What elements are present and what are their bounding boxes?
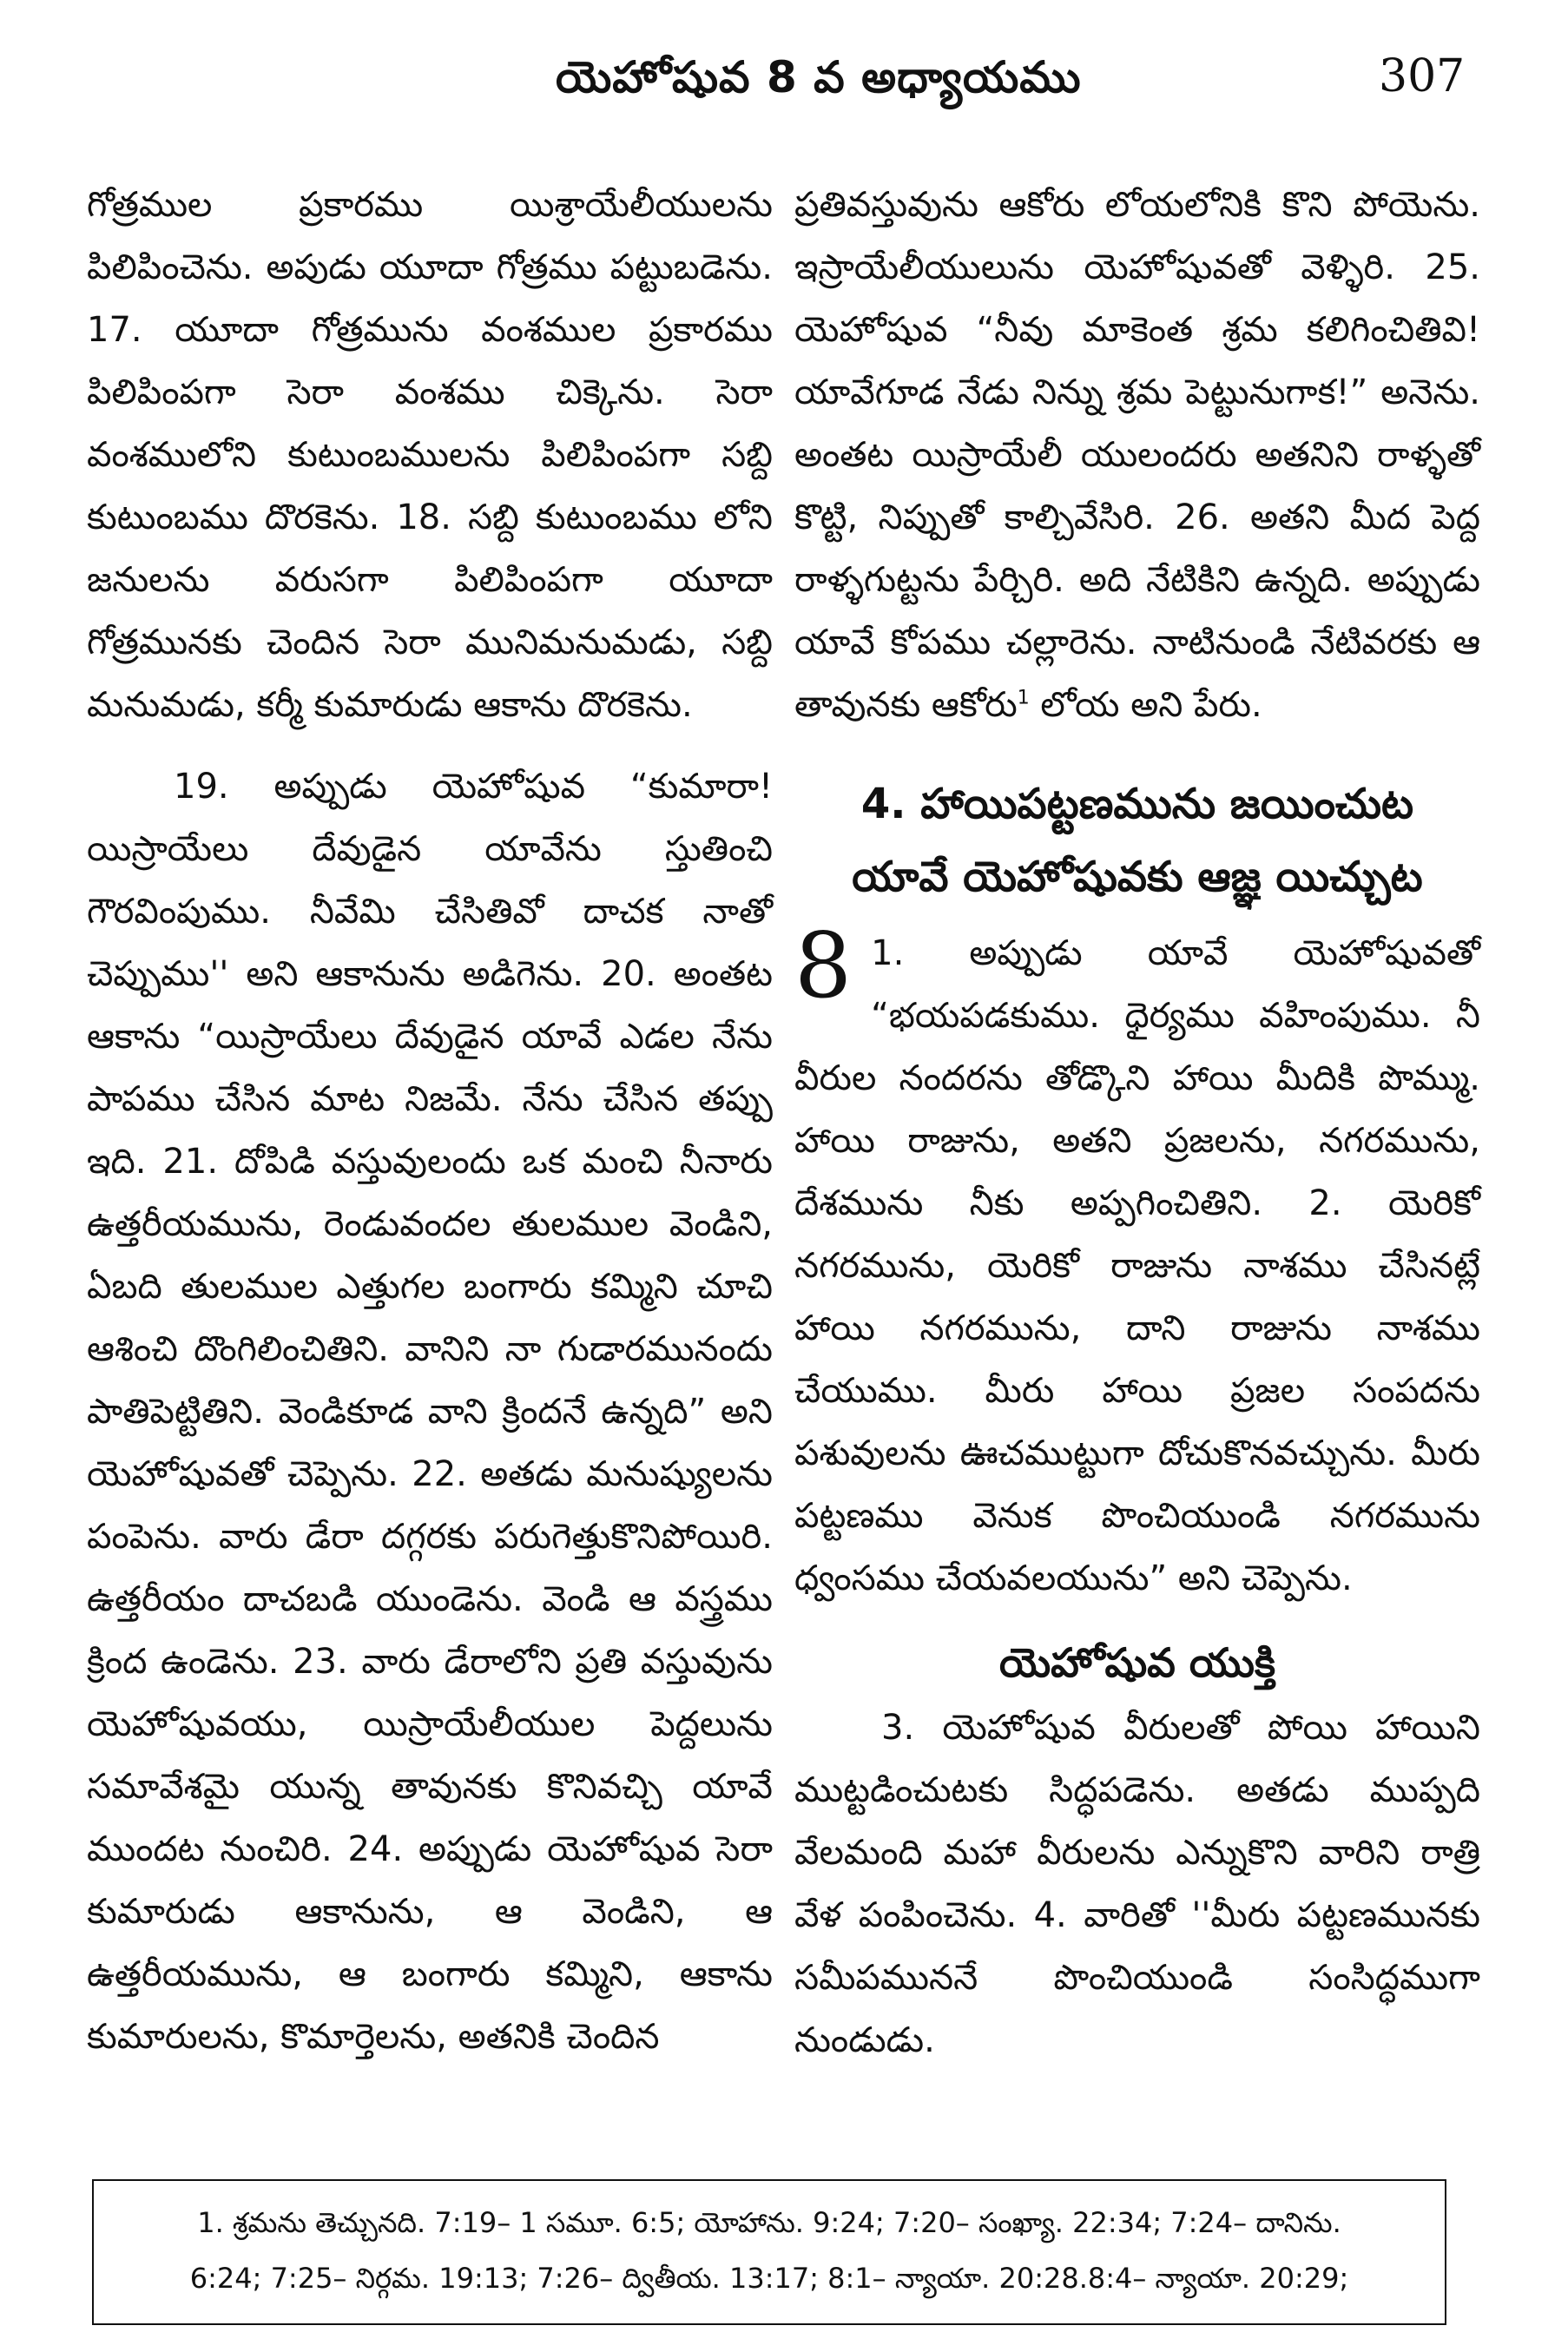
section-heading-line-2: యావే యెహోషువకు ఆజ్ఞ యిచ్చుట <box>852 853 1423 901</box>
footnote-line-1: 1. శ్రమను తెచ్చునది. 7:19– 1 సమూ. 6:5; యోహాను. 9:24; 7:20– సంఖ్యా. 22:34; 7:24– దానిను. <box>197 2206 1341 2239</box>
right-paragraph-1-text: ప్రతివస్తువును ఆకోరు లోయలోనికి కొని పోయెను. ఇస్రాయేలీయులును యెహోషువతో వెళ్ళిరి. 25. యెహోషువ “నీవు మాకెంత శ్రమ కలిగించితివి! యావేగూడ నేడు నిన్ను శ్రమ పెట్టునుగాక!” అనెను. అంతట యిస్రాయేలీ యులందరు అతనిని రాళ్ళతో కొట్టి, నిప్పుతో కాల్చివేసిరి. 26. అతని మీద పెద్ద రాళ్ళగుట్టను పేర్చిరి. అది నేటికిని ఉన్నది. అప్పుడు యావే కోపము చల్లారెను. నాటినుండి నేటివరకు ఆ తావునకు ఆకోరు <box>794 185 1480 725</box>
chapter-number-drop-cap: 8 <box>794 912 853 1018</box>
page-number: 307 <box>1379 50 1466 102</box>
right-column <box>794 174 1480 2072</box>
left-paragraph-1: గోత్రముల ప్రకారము యిశ్రాయేలీయులను పిలిపించెను. అపుడు యూదా గోత్రము పట్టుబడెను. 17. యూదా గోత్రమును వంశముల ప్రకారము పిలిపింపగా సెరా వంశము చిక్కెను. సెరా వంశములోని కుటుంబములను పిలిపింపగా సబ్ది కుటుంబము దొరకెను. 18. సబ్ది కుటుంబము లోని జనులను వరుసగా పిలిపింపగా యూదా గోత్రమునకు చెందిన సెరా మునిమనుమడు, సబ్ది మనుమడు, కర్మీ కుమారుడు ఆకాను దొరకెను. <box>87 185 773 725</box>
left-paragraph-2: 19. అప్పుడు యెహోషువ “కుమారా! యిస్రాయేలు దేవుడైన యావేను స్తుతించి గౌరవింపుము. నీవేమి చేసితివో దాచక నాతో చెప్పుము'' అని ఆకానును అడిగెను. 20. అంతట ఆకాను “యిస్రాయేలు దేవుడైన యావే ఎడల నేను పాపము చేసిన మాట నిజమే. నేను చేసిన తప్పు ఇది. 21. దోపిడి వస్తువులందు ఒక మంచి నీనారు ఉత్తరీయమును, రెండువందల తులముల వెండిని, ఏబది తులముల ఎత్తుగల బంగారు కమ్మిని చూచి ఆశించి దొంగిలించితిని. వానిని నా గుడారమునందు పాతిపెట్టితిని. వెండికూడ వాని క్రిందనే ఉన్నది” అని యెహోషువతో చెప్పెను. 22. అతడు మనుష్యులను పంపెను. వారు డేరా దగ్గరకు పరుగెత్తుకొనిపోయిరి. ఉత్తరీయం దాచబడి యుండెను. వెండి ఆ వస్త్రము క్రింద ఉండెను. 23. వారు డేరాలోని ప్రతి వస్తువును యెహోషువయు, యిస్రాయేలీయుల పెద్దలును సమావేశమై యున్న తావునకు కొనివచ్చి యావే ముందట నుంచిరి. 24. అప్పుడు యెహోషువ సెరా కుమారుడు ఆకానును, ఆ వెండిని, ఆ ఉత్తరీయమును, ఆ బంగారు కమ్మిని, ఆకాను కుమారులను, కొమార్తెలను, అతనికి చెందిన <box>87 767 773 2057</box>
right-paragraph-1 <box>794 174 1480 736</box>
footnote-line-2: 6:24; 7:25– నిర్గమ. 19:13; 7:26– ద్వితీయ. 13:17; 8:1– న్యాయా. 20:28.8:4– న్యాయా. 20:29; <box>189 2262 1349 2295</box>
chapter-header-title: యెహోషువ 8 వ అధ్యాయము <box>556 52 1082 102</box>
sub-heading: యెహోషువ యుక్తి <box>998 1639 1275 1686</box>
footnote-box <box>92 2179 1446 2325</box>
left-column <box>87 174 773 2068</box>
right-paragraph-3: 3. యెహోషువ వీరులతో పోయి హాయిని ముట్టడించుటకు సిద్ధపడెను. అతడు ముప్పది వేలమంది మహా వీరులను ఎన్నుకొని వారిని రాత్రి వేళ పంపించెను. 4. వారితో ''మీరు పట్టణమునకు సమీపముననే పొంచియుండి సంసిద్ధముగా నుండుడు. <box>794 1708 1480 2060</box>
section-heading <box>794 768 1480 913</box>
right-paragraph-1-end: లోయ అని పేరు. <box>1029 685 1262 725</box>
section-heading-line-1: 4. హాయిపట్టణమును జయించుట <box>860 780 1414 828</box>
chapter-8-paragraph <box>794 912 1480 1610</box>
footnote-marker: 1 <box>1017 687 1030 709</box>
chapter-8-text: 1. అప్పుడు యావే యెహోషువతో “భయపడకుము. ధైర్యము వహింపుము. నీ వీరుల నందరను తోడ్కొని హాయి మీదికి పొమ్ము. హాయి రాజును, అతని ప్రజలను, నగరమును, దేశమును నీకు అప్పగించితిని. 2. యెరికో నగరమును, యెరికో రాజును నాశము చేసినట్లే హాయి నగరమును, దాని రాజును నాశము చేయుము. మీరు హాయి ప్రజల సంపదను పశువులను ఊచముట్టుగా దోచుకొనవచ్చును. మీరు పట్టణము వెనుక పొంచియుండి నగరమును ధ్వంసము చేయవలయును” అని చెప్పెను. <box>794 933 1480 1598</box>
